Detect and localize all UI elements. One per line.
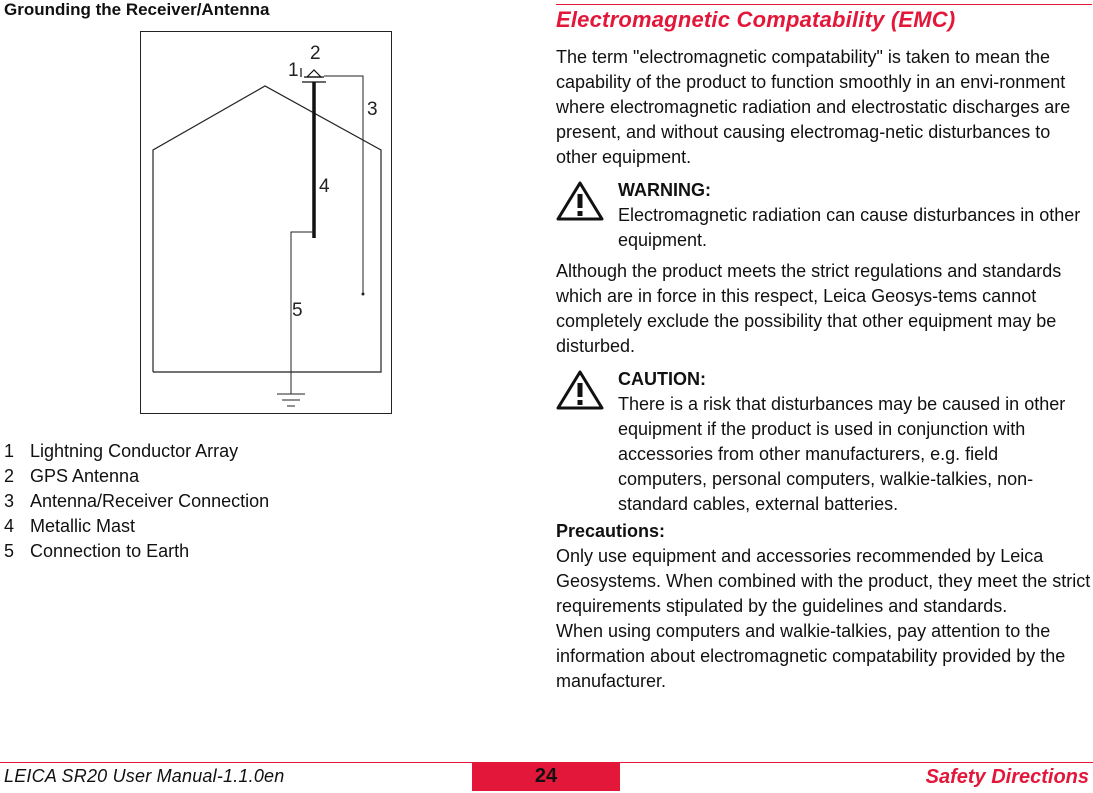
warning-label: WARNING: xyxy=(618,180,711,200)
callout-4: 4 xyxy=(319,176,330,197)
caution-icon xyxy=(556,367,618,517)
legend-number: 5 xyxy=(4,541,15,561)
footer-document-title: LEICA SR20 User Manual-1.1.0en xyxy=(4,766,285,786)
legend-item xyxy=(4,514,269,539)
building-outline xyxy=(153,86,381,372)
warning-icon xyxy=(556,178,618,253)
regulations-paragraph: Although the product meets the strict regulations and standards which are in force in this respect, Leica Geosys-tems cannot completely exclude the possibility that other equipment may be disturbed. xyxy=(556,261,1062,356)
legend-number: 4 xyxy=(4,516,15,536)
precautions-heading: Precautions: xyxy=(556,521,666,541)
legend-text: Antenna/Receiver Connection xyxy=(30,491,270,511)
intro-paragraph: The term "electromagnetic compatability" is taken to mean the capability of the product to function smoothly in an envi-ronment where electromagnetic radiation and electrostatic discharges are present, and without causing electromag-netic disturbances to other equipment. xyxy=(556,47,1071,167)
caution-text: There is a risk that disturbances may be caused in other equipment if the product is used in conjunction with accessories from other manufacturers, e.g. field computers, personal computers, walkie-talkies, non-standard cables, external batteries. xyxy=(618,394,1066,514)
precautions-paragraph-1: Only use equipment and accessories recommended by Leica Geosystems. When combined with the product, they meet the strict requirements stipulated by the guidelines and standards. xyxy=(556,546,1091,616)
legend-number: 1 xyxy=(4,441,15,461)
legend-item xyxy=(4,539,269,564)
legend-text: Lightning Conductor Array xyxy=(30,441,239,461)
warning-text: Electromagnetic radiation can cause disturbances in other equipment. xyxy=(618,205,1081,250)
grounding-diagram xyxy=(140,31,392,414)
page-number: 24 xyxy=(472,763,620,791)
legend-item xyxy=(4,439,269,464)
figure-heading: Grounding the Receiver/Antenna xyxy=(4,0,270,19)
figure-legend xyxy=(4,439,269,564)
caution-label: CAUTION: xyxy=(618,369,706,389)
legend-item xyxy=(4,464,269,489)
warning-notice xyxy=(556,178,1092,253)
callout-1: 1 xyxy=(288,60,299,81)
emc-section xyxy=(556,0,1092,694)
legend-number: 2 xyxy=(4,466,15,486)
page-footer xyxy=(0,762,1093,793)
callout-3: 3 xyxy=(367,99,378,120)
precautions-paragraph-2: When using computers and walkie-talkies, pay attention to the information about electromagnetic compatability provided by the manufacturer. xyxy=(556,621,1066,691)
legend-number: 3 xyxy=(4,491,15,511)
antenna-receiver-cable xyxy=(324,76,363,294)
callout-5: 5 xyxy=(292,300,303,321)
legend-item xyxy=(4,489,269,514)
callout-2: 2 xyxy=(310,43,321,64)
legend-text: GPS Antenna xyxy=(30,466,140,486)
section-title: Electromagnetic Compatability (EMC) xyxy=(556,4,1092,39)
legend-text: Metallic Mast xyxy=(30,516,136,536)
legend-text: Connection to Earth xyxy=(30,541,190,561)
grounding-diagram-drawing xyxy=(141,32,393,415)
footer-chapter-title: Safety Directions xyxy=(925,766,1089,788)
receiver-connection-point xyxy=(362,293,365,296)
caution-notice xyxy=(556,367,1092,517)
antenna-dome xyxy=(307,70,321,77)
